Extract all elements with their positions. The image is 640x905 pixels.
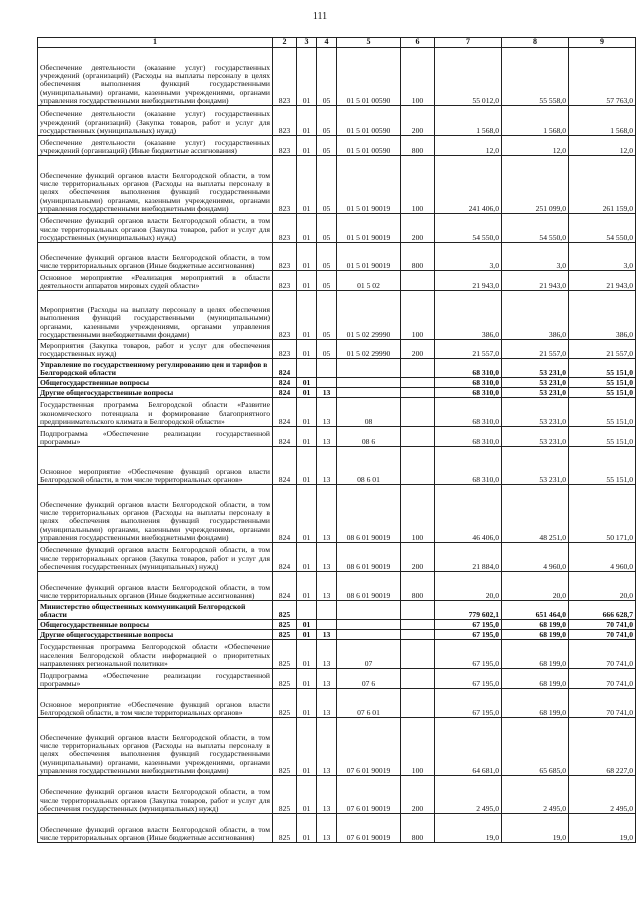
row-name-cell: Общегосударственные вопросы <box>38 378 273 388</box>
amount-year1-cell: 67 195,0 <box>435 669 502 689</box>
ved-code-cell: 825 <box>273 776 297 814</box>
subsection-code-cell: 13 <box>317 814 337 843</box>
ved-code-cell: 823 <box>273 48 297 106</box>
target-article-cell: 07 <box>337 640 401 669</box>
row-name-cell: Общегосударственные вопросы <box>38 620 273 630</box>
target-article-cell: 08 6 01 90019 <box>337 572 401 601</box>
row-name-cell: Обеспечение функций органов власти Белгородской области, в том числе территориальных органов (Расходы на выплаты персоналу в целях обеспечения выполнения функций государственными (муниципальными) органами, казенными учреждениями, органами управления государственными внебюджетными фондами) <box>38 156 273 214</box>
section-code-cell: 01 <box>297 214 317 243</box>
amount-year2-cell: 20,0 <box>502 572 569 601</box>
target-article-cell: 08 <box>337 398 401 427</box>
table-row <box>38 243 636 271</box>
amount-year1-cell: 46 406,0 <box>435 485 502 543</box>
section-code-cell: 01 <box>297 485 317 543</box>
target-article-cell: 01 5 01 00590 <box>337 106 401 136</box>
row-name-cell: Управление по государственному регулированию цен и тарифов в Белгородской области <box>38 359 273 378</box>
amount-year2-cell: 53 231,0 <box>502 388 569 398</box>
amount-year2-cell: 68 199,0 <box>502 620 569 630</box>
amount-year2-cell: 21 557,0 <box>502 340 569 359</box>
expense-type-cell <box>401 640 435 669</box>
table-row <box>38 630 636 640</box>
section-code-cell: 01 <box>297 620 317 630</box>
expense-type-cell <box>401 689 435 718</box>
section-code-cell: 01 <box>297 378 317 388</box>
amount-year2-cell: 386,0 <box>502 291 569 340</box>
expense-type-cell: 100 <box>401 718 435 776</box>
amount-year1-cell: 68 310,0 <box>435 427 502 447</box>
row-name-cell: Государственная программа Белгородской области «Развитие экономического потенциала и формирование благоприятного предпринимательского климата в Белгородской области» <box>38 398 273 427</box>
ved-code-cell: 823 <box>273 291 297 340</box>
ved-code-cell: 823 <box>273 156 297 214</box>
amount-year2-cell: 2 495,0 <box>502 776 569 814</box>
amount-year1-cell: 1 568,0 <box>435 106 502 136</box>
amount-year1-cell: 386,0 <box>435 291 502 340</box>
section-code-cell: 01 <box>297 640 317 669</box>
row-name-cell: Государственная программа Белгородской области «Обеспечение населения Белгородской области информацией о приоритетных направлениях региональной политики» <box>38 640 273 669</box>
section-code-cell: 01 <box>297 106 317 136</box>
ved-code-cell: 823 <box>273 243 297 271</box>
row-name-cell: Обеспечение функций органов власти Белгородской области, в том числе территориальных органов (Иные бюджетные ассигнования) <box>38 243 273 271</box>
amount-year3-cell: 55 151,0 <box>569 427 636 447</box>
amount-year2-cell: 19,0 <box>502 814 569 843</box>
section-code-cell: 01 <box>297 776 317 814</box>
target-article-cell: 01 5 01 00590 <box>337 48 401 106</box>
ved-code-cell: 824 <box>273 427 297 447</box>
expense-type-cell <box>401 601 435 620</box>
target-article-cell <box>337 378 401 388</box>
amount-year2-cell: 12,0 <box>502 136 569 156</box>
amount-year2-cell: 53 231,0 <box>502 359 569 378</box>
row-name-cell: Обеспечение функций органов власти Белгородской области, в том числе территориальных органов (Иные бюджетные ассигнования) <box>38 572 273 601</box>
ved-code-cell: 823 <box>273 214 297 243</box>
amount-year1-cell: 779 602,1 <box>435 601 502 620</box>
subsection-code-cell: 13 <box>317 485 337 543</box>
subsection-code-cell: 05 <box>317 106 337 136</box>
subsection-code-cell: 13 <box>317 669 337 689</box>
table-row <box>38 814 636 843</box>
page-number: 111 <box>312 11 328 22</box>
amount-year3-cell: 386,0 <box>569 291 636 340</box>
ved-code-cell: 823 <box>273 340 297 359</box>
subsection-code-cell <box>317 378 337 388</box>
target-article-cell: 08 6 01 90019 <box>337 485 401 543</box>
table-row <box>38 106 636 136</box>
amount-year1-cell: 68 310,0 <box>435 359 502 378</box>
table-row <box>38 427 636 447</box>
expense-type-cell: 800 <box>401 572 435 601</box>
ved-code-cell: 825 <box>273 630 297 640</box>
column-header: 4 <box>317 38 337 48</box>
section-code-cell: 01 <box>297 271 317 291</box>
target-article-cell: 07 6 01 90019 <box>337 776 401 814</box>
section-code-cell: 01 <box>297 48 317 106</box>
amount-year3-cell: 70 741,0 <box>569 630 636 640</box>
amount-year2-cell: 48 251,0 <box>502 485 569 543</box>
table-row <box>38 640 636 669</box>
section-code-cell <box>297 359 317 378</box>
subsection-code-cell: 13 <box>317 718 337 776</box>
column-header: 6 <box>401 38 435 48</box>
table-row <box>38 669 636 689</box>
target-article-cell: 07 6 <box>337 669 401 689</box>
table-row <box>38 388 636 398</box>
target-article-cell <box>337 601 401 620</box>
section-code-cell: 01 <box>297 243 317 271</box>
table-row <box>38 136 636 156</box>
amount-year3-cell: 20,0 <box>569 572 636 601</box>
amount-year1-cell: 68 310,0 <box>435 447 502 485</box>
table-row <box>38 776 636 814</box>
ved-code-cell: 823 <box>273 106 297 136</box>
subsection-code-cell: 05 <box>317 243 337 271</box>
amount-year3-cell: 70 741,0 <box>569 689 636 718</box>
subsection-code-cell: 13 <box>317 776 337 814</box>
section-code-cell: 01 <box>297 689 317 718</box>
amount-year3-cell: 19,0 <box>569 814 636 843</box>
table-row <box>38 689 636 718</box>
ved-code-cell: 824 <box>273 572 297 601</box>
amount-year1-cell: 68 310,0 <box>435 398 502 427</box>
table-row <box>38 447 636 485</box>
amount-year3-cell: 70 741,0 <box>569 669 636 689</box>
amount-year1-cell: 21 557,0 <box>435 340 502 359</box>
table-row <box>38 291 636 340</box>
expense-type-cell <box>401 630 435 640</box>
amount-year3-cell: 21 557,0 <box>569 340 636 359</box>
subsection-code-cell <box>317 359 337 378</box>
table-row <box>38 572 636 601</box>
section-code-cell: 01 <box>297 669 317 689</box>
subsection-code-cell <box>317 601 337 620</box>
amount-year2-cell: 65 685,0 <box>502 718 569 776</box>
ved-code-cell: 825 <box>273 689 297 718</box>
table-row <box>38 543 636 572</box>
section-code-cell: 01 <box>297 156 317 214</box>
table-row <box>38 601 636 620</box>
amount-year3-cell: 68 227,0 <box>569 718 636 776</box>
expense-type-cell: 200 <box>401 543 435 572</box>
column-header: 9 <box>569 38 636 48</box>
amount-year2-cell: 53 231,0 <box>502 398 569 427</box>
subsection-code-cell: 13 <box>317 388 337 398</box>
section-code-cell: 01 <box>297 427 317 447</box>
ved-code-cell: 825 <box>273 640 297 669</box>
row-name-cell: Мероприятия (Расходы на выплату персоналу в целях обеспечения выполнения функций государственными (муниципальными) органами, казенными учреждениями, органами управления государственными внебюджетными фондами) <box>38 291 273 340</box>
table-row <box>38 485 636 543</box>
expense-type-cell: 200 <box>401 214 435 243</box>
row-name-cell: Подпрограмма «Обеспечение реализации государственной программы» <box>38 427 273 447</box>
expense-type-cell: 200 <box>401 340 435 359</box>
table-row <box>38 620 636 630</box>
amount-year2-cell: 251 099,0 <box>502 156 569 214</box>
row-name-cell: Мероприятия (Закупка товаров, работ и услуг для обеспечения государственных нужд) <box>38 340 273 359</box>
expense-type-cell: 100 <box>401 48 435 106</box>
target-article-cell: 08 6 01 <box>337 447 401 485</box>
subsection-code-cell: 13 <box>317 630 337 640</box>
ved-code-cell: 825 <box>273 814 297 843</box>
amount-year1-cell: 55 012,0 <box>435 48 502 106</box>
amount-year3-cell: 70 741,0 <box>569 640 636 669</box>
expense-type-cell <box>401 271 435 291</box>
target-article-cell: 07 6 01 90019 <box>337 718 401 776</box>
amount-year3-cell: 21 943,0 <box>569 271 636 291</box>
target-article-cell: 01 5 01 90019 <box>337 243 401 271</box>
amount-year2-cell: 68 199,0 <box>502 640 569 669</box>
expense-type-cell <box>401 427 435 447</box>
amount-year3-cell: 55 151,0 <box>569 359 636 378</box>
amount-year1-cell: 68 310,0 <box>435 388 502 398</box>
column-header: 1 <box>38 38 273 48</box>
ved-code-cell: 824 <box>273 485 297 543</box>
amount-year1-cell: 67 195,0 <box>435 620 502 630</box>
amount-year1-cell: 19,0 <box>435 814 502 843</box>
section-code-cell: 01 <box>297 447 317 485</box>
ved-code-cell: 824 <box>273 398 297 427</box>
expense-type-cell: 200 <box>401 106 435 136</box>
target-article-cell: 01 5 01 90019 <box>337 156 401 214</box>
row-name-cell: Обеспечение функций органов власти Белгородской области, в том числе территориальных органов (Закупка товаров, работ и услуг для обеспечения государственных (муниципальных) нужд) <box>38 543 273 572</box>
section-code-cell: 01 <box>297 718 317 776</box>
amount-year3-cell: 70 741,0 <box>569 620 636 630</box>
amount-year1-cell: 12,0 <box>435 136 502 156</box>
ved-code-cell: 824 <box>273 378 297 388</box>
subsection-code-cell: 13 <box>317 689 337 718</box>
ved-code-cell: 823 <box>273 136 297 156</box>
subsection-code-cell: 13 <box>317 398 337 427</box>
amount-year1-cell: 67 195,0 <box>435 689 502 718</box>
row-name-cell: Министерство общественных коммуникаций Белгородской области <box>38 601 273 620</box>
target-article-cell <box>337 630 401 640</box>
amount-year2-cell: 53 231,0 <box>502 427 569 447</box>
section-code-cell: 01 <box>297 398 317 427</box>
subsection-code-cell: 05 <box>317 156 337 214</box>
expense-type-cell: 100 <box>401 291 435 340</box>
target-article-cell: 07 6 01 <box>337 689 401 718</box>
row-name-cell: Обеспечение функций органов власти Белгородской области, в том числе территориальных органов (Закупка товаров, работ и услуг для обеспечения государственных (муниципальных) нужд) <box>38 776 273 814</box>
amount-year2-cell: 53 231,0 <box>502 447 569 485</box>
amount-year1-cell: 241 406,0 <box>435 156 502 214</box>
ved-code-cell: 825 <box>273 620 297 630</box>
section-code-cell <box>297 601 317 620</box>
amount-year2-cell: 1 568,0 <box>502 106 569 136</box>
amount-year2-cell: 3,0 <box>502 243 569 271</box>
amount-year2-cell: 651 464,0 <box>502 601 569 620</box>
amount-year2-cell: 68 199,0 <box>502 689 569 718</box>
amount-year1-cell: 21 884,0 <box>435 543 502 572</box>
subsection-code-cell: 13 <box>317 543 337 572</box>
subsection-code-cell: 05 <box>317 271 337 291</box>
target-article-cell <box>337 620 401 630</box>
subsection-code-cell <box>317 620 337 630</box>
amount-year1-cell: 20,0 <box>435 572 502 601</box>
subsection-code-cell: 13 <box>317 447 337 485</box>
amount-year3-cell: 55 151,0 <box>569 378 636 388</box>
amount-year3-cell: 1 568,0 <box>569 106 636 136</box>
amount-year2-cell: 55 558,0 <box>502 48 569 106</box>
column-header: 2 <box>273 38 297 48</box>
column-header: 5 <box>337 38 401 48</box>
amount-year2-cell: 68 199,0 <box>502 669 569 689</box>
target-article-cell: 01 5 02 <box>337 271 401 291</box>
row-name-cell: Основное мероприятие «Обеспечение функций органов власти Белгородской области, в том числе территориальных органов» <box>38 689 273 718</box>
table-row <box>38 48 636 106</box>
section-code-cell: 01 <box>297 340 317 359</box>
section-code-cell: 01 <box>297 136 317 156</box>
amount-year3-cell: 12,0 <box>569 136 636 156</box>
amount-year2-cell: 53 231,0 <box>502 378 569 388</box>
amount-year3-cell: 55 151,0 <box>569 388 636 398</box>
target-article-cell: 08 6 01 90019 <box>337 543 401 572</box>
section-code-cell: 01 <box>297 814 317 843</box>
row-name-cell: Обеспечение деятельности (оказание услуг) государственных учреждений (организаций) (Иные бюджетные ассигнования) <box>38 136 273 156</box>
table-row <box>38 718 636 776</box>
expense-type-cell <box>401 669 435 689</box>
ved-code-cell: 824 <box>273 543 297 572</box>
target-article-cell <box>337 388 401 398</box>
table-row <box>38 271 636 291</box>
row-name-cell: Другие общегосударственные вопросы <box>38 388 273 398</box>
amount-year3-cell: 2 495,0 <box>569 776 636 814</box>
subsection-code-cell: 05 <box>317 340 337 359</box>
subsection-code-cell: 13 <box>317 640 337 669</box>
budget-table <box>37 37 636 843</box>
amount-year2-cell: 54 550,0 <box>502 214 569 243</box>
target-article-cell <box>337 359 401 378</box>
row-name-cell: Обеспечение деятельности (оказание услуг) государственных учреждений (организаций) (Расходы на выплаты персоналу в целях обеспечения выполнения функций государственными (муниципальными) органами, казенными учреждениями, органами управления государственными внебюджетными фондами) <box>38 48 273 106</box>
amount-year3-cell: 261 159,0 <box>569 156 636 214</box>
column-header: 8 <box>502 38 569 48</box>
table-row <box>38 359 636 378</box>
subsection-code-cell: 05 <box>317 214 337 243</box>
ved-code-cell: 825 <box>273 718 297 776</box>
subsection-code-cell: 05 <box>317 291 337 340</box>
expense-type-cell: 800 <box>401 243 435 271</box>
target-article-cell: 08 6 <box>337 427 401 447</box>
row-name-cell: Обеспечение функций органов власти Белгородской области, в том числе территориальных органов (Расходы на выплаты персоналу в целях обеспечения выполнения функций государственными (муниципальными) органами, казенными учреждениями, органами управления государственными внебюджетными фондами) <box>38 718 273 776</box>
amount-year1-cell: 2 495,0 <box>435 776 502 814</box>
amount-year3-cell: 50 171,0 <box>569 485 636 543</box>
amount-year3-cell: 666 628,7 <box>569 601 636 620</box>
amount-year1-cell: 3,0 <box>435 243 502 271</box>
section-code-cell: 01 <box>297 543 317 572</box>
expense-type-cell: 200 <box>401 776 435 814</box>
row-name-cell: Обеспечение функций органов власти Белгородской области, в том числе территориальных органов (Закупка товаров, работ и услуг для государственных (муниципальных) нужд) <box>38 214 273 243</box>
subsection-code-cell: 05 <box>317 48 337 106</box>
row-name-cell: Обеспечение деятельности (оказание услуг) государственных учреждений (организаций) (Закупка товаров, работ и услуг для государственных (муниципальных) нужд) <box>38 106 273 136</box>
target-article-cell: 01 5 02 29990 <box>337 291 401 340</box>
target-article-cell: 01 5 01 00590 <box>337 136 401 156</box>
amount-year3-cell: 55 151,0 <box>569 398 636 427</box>
expense-type-cell: 800 <box>401 136 435 156</box>
row-name-cell: Основное мероприятие «Реализация мероприятий в области деятельности аппаратов мировых судей области» <box>38 271 273 291</box>
amount-year3-cell: 55 151,0 <box>569 447 636 485</box>
subsection-code-cell: 05 <box>317 136 337 156</box>
column-number-row <box>38 38 636 48</box>
amount-year1-cell: 54 550,0 <box>435 214 502 243</box>
amount-year1-cell: 64 681,0 <box>435 718 502 776</box>
ved-code-cell: 825 <box>273 669 297 689</box>
expense-type-cell: 100 <box>401 156 435 214</box>
row-name-cell: Обеспечение функций органов власти Белгородской области, в том числе территориальных органов (Расходы на выплаты персоналу в целях обеспечения выполнения функций государственными (муниципальными) органами, казенными учреждениями, органами управления государственными внебюджетными фондами) <box>38 485 273 543</box>
section-code-cell: 01 <box>297 572 317 601</box>
target-article-cell: 07 6 01 90019 <box>337 814 401 843</box>
ved-code-cell: 823 <box>273 271 297 291</box>
table-row <box>38 340 636 359</box>
table-row <box>38 378 636 388</box>
amount-year3-cell: 3,0 <box>569 243 636 271</box>
table-row <box>38 398 636 427</box>
amount-year2-cell: 21 943,0 <box>502 271 569 291</box>
ved-code-cell: 825 <box>273 601 297 620</box>
row-name-cell: Основное мероприятие «Обеспечение функций органов власти Белгородской области, в том числе территориальных органов» <box>38 447 273 485</box>
expense-type-cell <box>401 378 435 388</box>
section-code-cell: 01 <box>297 630 317 640</box>
amount-year1-cell: 67 195,0 <box>435 630 502 640</box>
expense-type-cell <box>401 359 435 378</box>
subsection-code-cell: 13 <box>317 572 337 601</box>
expense-type-cell: 100 <box>401 485 435 543</box>
column-header: 7 <box>435 38 502 48</box>
ved-code-cell: 824 <box>273 388 297 398</box>
target-article-cell: 01 5 01 90019 <box>337 214 401 243</box>
amount-year1-cell: 21 943,0 <box>435 271 502 291</box>
target-article-cell: 01 5 02 29990 <box>337 340 401 359</box>
ved-code-cell: 824 <box>273 447 297 485</box>
amount-year2-cell: 68 199,0 <box>502 630 569 640</box>
row-name-cell: Обеспечение функций органов власти Белгородской области, в том числе территориальных органов (Иные бюджетные ассигнования) <box>38 814 273 843</box>
amount-year3-cell: 4 960,0 <box>569 543 636 572</box>
section-code-cell: 01 <box>297 291 317 340</box>
table-row <box>38 214 636 243</box>
expense-type-cell <box>401 398 435 427</box>
ved-code-cell: 824 <box>273 359 297 378</box>
expense-type-cell: 800 <box>401 814 435 843</box>
column-header: 3 <box>297 38 317 48</box>
amount-year3-cell: 54 550,0 <box>569 214 636 243</box>
amount-year2-cell: 4 960,0 <box>502 543 569 572</box>
section-code-cell: 01 <box>297 388 317 398</box>
amount-year3-cell: 57 763,0 <box>569 48 636 106</box>
amount-year1-cell: 68 310,0 <box>435 378 502 388</box>
row-name-cell: Подпрограмма «Обеспечение реализации государственной программы» <box>38 669 273 689</box>
expense-type-cell <box>401 620 435 630</box>
amount-year1-cell: 67 195,0 <box>435 640 502 669</box>
row-name-cell: Другие общегосударственные вопросы <box>38 630 273 640</box>
table-row <box>38 156 636 214</box>
expense-type-cell <box>401 388 435 398</box>
subsection-code-cell: 13 <box>317 427 337 447</box>
expense-type-cell <box>401 447 435 485</box>
